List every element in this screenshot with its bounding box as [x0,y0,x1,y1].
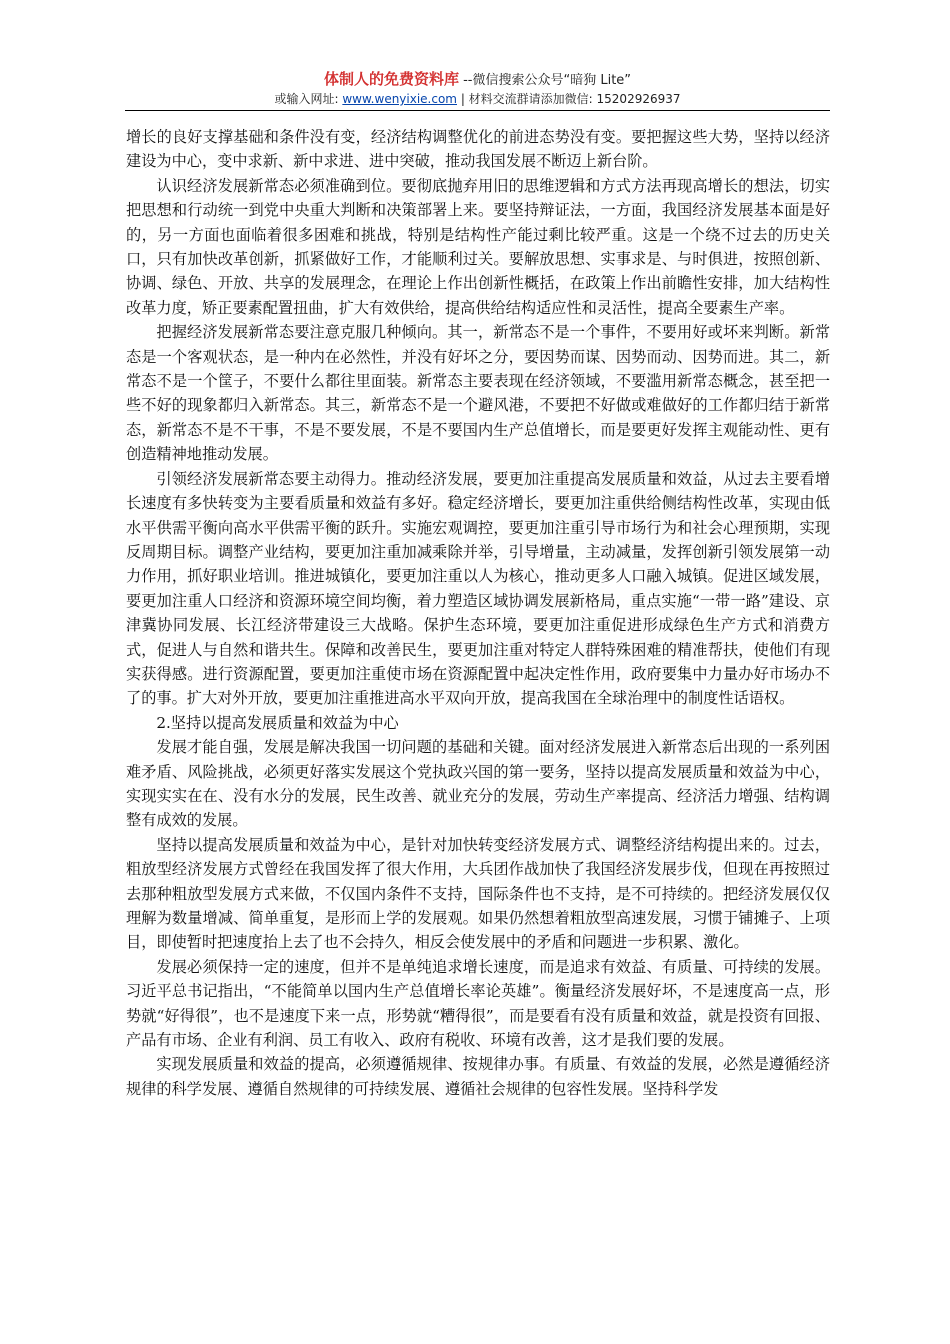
header-tagline: --微信搜索公众号“暗狗 Lite” [458,73,632,88]
page-header [125,70,830,111]
paragraph-6: 坚持以提高发展质量和效益为中心，是针对加快转变经济发展方式、调整经济结构提出来的。过去，粗放型经济发展方式曾经在我国发挥了很大作用，大兵团作战加快了我国经济发展步伐，但现在再按照过去那种粗放型发展方式来做，不仅国内条件不支持，国际条件也不支持，是不可持续的。把经济发展仅仅理解为数量增减、简单重复，是形而上学的发展观。如果仍然想着粗放型高速发展，习惯于铺摊子、上项目，即使暂时把速度抬上去了也不会持久，相反会使发展中的矛盾和问题进一步积累、激化。 [126,835,830,952]
paragraph-5: 发展才能自强，发展是解决我国一切问题的基础和关键。面对经济发展进入新常态后出现的一系列困难矛盾、风险挑战，必须更好落实发展这个党执政兴国的第一要务，坚持以提高发展质量和效益为中心，实现实实在在、没有水分的发展，民生改善、就业充分的发展，劳动生产率提高、经济活力增强、结构调整有成效的发展。 [126,738,830,830]
header-brand: 体制人的免费资料库 [323,70,459,88]
header-contact-line [125,90,830,108]
paragraph-7: 发展必须保持一定的速度，但并不是单纯追求增长速度，而是追求有效益、有质量、可持续的发展。习近平总书记指出，“不能简单以国内生产总值增长率论英雄”。衡量经济发展好坏，不是速度高一点，形势就“好得很”，也不是速度下来一点，形势就“糟得很”，而是要看有没有质量和效益，就是投资有回报、产品有市场、企业有利润、员工有收入、政府有税收、环境有改善，这才是我们要的发展。 [126,957,830,1050]
header-website-link[interactable]: www.wenyixie.com [342,92,457,106]
header-contact-suffix: | 材料交流群请添加微信: 15202926937 [457,92,681,106]
header-url-prefix: 或输入网址: [274,92,343,106]
document-body [126,125,830,1101]
paragraph-2: 认识经济发展新常态必须准确到位。要彻底抛弃用旧的思维逻辑和方式方法再现高增长的想法，切实把思想和行动统一到党中央重大判断和决策部署上来。要坚持辩证法，一方面，我国经济发展基本面是好的，另一方面也面临着很多困难和挑战，特别是结构性产能过剩比较严重。这是一个绕不过去的历史关口，只有加快改革创新，抓紧做好工作，才能顺利过关。要解放思想、实事求是、与时俱进，按照创新、协调、绿色、开放、共享的发展理念，在理论上作出创新性概括，在政策上作出前瞻性安排，加大结构性改革力度，矫正要素配置扭曲，扩大有效供给，提高供给结构适应性和灵活性，提高全要素生产率。 [126,176,830,317]
section-heading: 2.坚持以提高发展质量和效益为中心 [156,713,399,732]
paragraph-1: 增长的良好支撑基础和条件没有变，经济结构调整优化的前进态势没有变。要把握这些大势，坚持以经济建设为中心，变中求新、新中求进、进中突破，推动我国发展不断迈上新台阶。 [126,128,830,171]
paragraph-4: 引领经济发展新常态要主动得力。推动经济发展，要更加注重提高发展质量和效益，从过去主要看增长速度有多快转变为主要看质量和效益有多好。稳定经济增长，要更加注重供给侧结构性改革，实现由低水平供需平衡向高水平供需平衡的跃升。实施宏观调控，要更加注重引导市场行为和社会心理预期，实现反周期目标。调整产业结构，要更加注重加减乘除并举，引导增量，主动减量，发挥创新引领发展第一动力作用，抓好职业培训。推进城镇化，要更加注重以人为核心，推动更多人口融入城镇。促进区域发展，要更加注重人口经济和资源环境空间均衡，着力塑造区域协调发展新格局，重点实施“一带一路”建设、京津冀协同发展、长江经济带建设三大战略。保护生态环境，要更加注重促进形成绿色生产方式和消费方式，促进人与自然和谐共生。保障和改善民生，要更加注重对特定人群特殊困难的精准帮扶，使他们有现实获得感。进行资源配置，要更加注重使市场在资源配置中起决定性作用，政府要集中力量办好市场办不了的事。扩大对外开放，要更加注重推进高水平双向开放，提高我国在全球治理中的制度性话语权。 [126,469,830,708]
paragraph-8: 实现发展质量和效益的提高，必须遵循规律、按规律办事。有质量、有效益的发展，必然是遵循经济规律的科学发展、遵循自然规律的可持续发展、遵循社会规律的包容性发展。坚持科学发 [126,1055,830,1098]
header-title-line [125,70,830,90]
paragraph-3: 把握经济发展新常态要注意克服几种倾向。其一，新常态不是一个事件，不要用好或坏来判断。新常态是一个客观状态，是一种内在必然性，并没有好坏之分，要因势而谋、因势而动、因势而进。其二，新常态不是一个筐子，不要什么都往里面装。新常态主要表现在经济领域，不要滥用新常态概念，甚至把一些不好的现象都归入新常态。其三，新常态不是一个避风港，不要把不好做或难做好的工作都归结于新常态，新常态不是不干事，不是不要发展，不是不要国内生产总值增长，而是要更好发挥主观能动性、更有创造精神地推动发展。 [126,323,830,464]
